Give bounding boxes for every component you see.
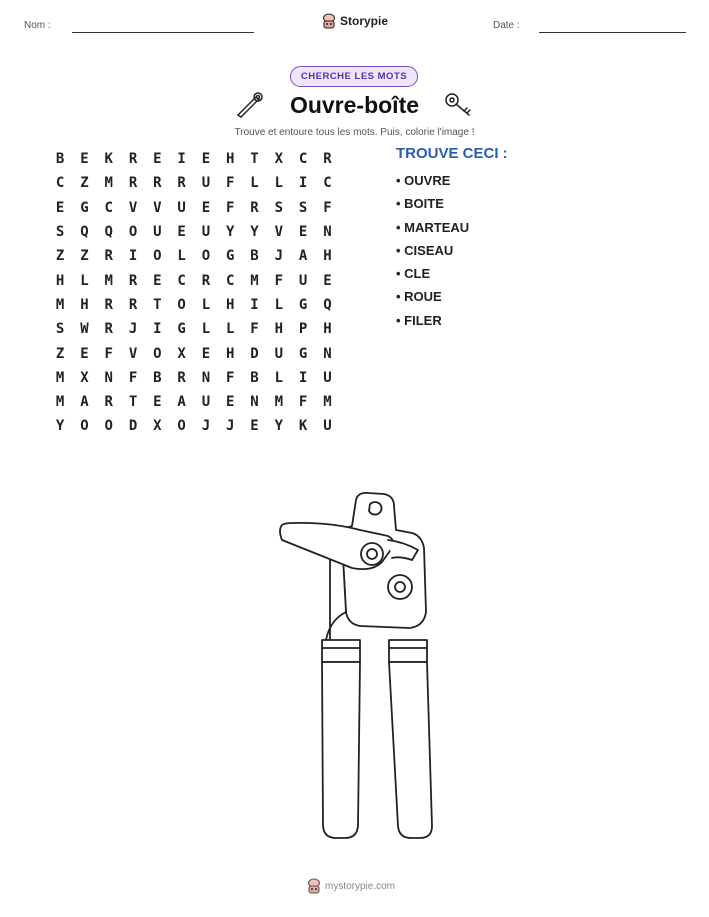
grid-letter: L: [201, 296, 211, 313]
grid-letter: H: [226, 296, 235, 313]
grid-letter: U: [177, 199, 186, 216]
grid-letter: C: [177, 272, 186, 289]
grid-letter: R: [104, 321, 113, 338]
grid-letter: J: [226, 418, 235, 435]
grid-letter: R: [250, 199, 259, 216]
page-title: Ouvre-boîte: [289, 92, 420, 118]
grid-letter: E: [177, 224, 186, 241]
grid-letter: O: [128, 224, 138, 241]
grid-letter: M: [104, 272, 113, 289]
grid-letter: R: [177, 175, 186, 192]
brand-logo: [322, 13, 388, 29]
grid-letter: S: [55, 321, 65, 338]
category-badge: CHERCHE LES MOTS: [290, 66, 418, 87]
grid-letter: D: [128, 418, 138, 435]
grid-letter: J: [274, 248, 284, 265]
grid-letter: J: [201, 418, 211, 435]
grid-letter: L: [80, 272, 89, 289]
grid-letter: K: [104, 151, 113, 168]
grid-letter: R: [153, 175, 162, 192]
grid-letter: I: [298, 175, 308, 192]
grid-letter: Y: [274, 418, 284, 435]
grid-letter: T: [250, 151, 259, 168]
grid-letter: E: [201, 199, 211, 216]
grid-letter: E: [153, 394, 162, 411]
grid-letter: E: [153, 272, 162, 289]
grid-letter: L: [274, 175, 284, 192]
grid-row: [48, 196, 340, 220]
grid-letter: Q: [80, 224, 89, 241]
key-icon: [442, 91, 474, 119]
pie-mascot-icon: [307, 878, 321, 894]
grid-letter: K: [298, 418, 308, 435]
grid-letter: I: [250, 296, 259, 313]
grid-letter: A: [80, 394, 89, 411]
grid-letter: H: [226, 151, 235, 168]
word-list-item: • MARTEAU: [396, 219, 470, 235]
grid-letter: R: [323, 151, 332, 168]
grid-letter: M: [274, 394, 284, 411]
grid-letter: V: [274, 224, 284, 241]
grid-letter: B: [153, 369, 162, 386]
grid-row: [48, 244, 340, 268]
grid-letter: X: [80, 369, 89, 386]
grid-letter: U: [201, 394, 211, 411]
grid-letter: E: [153, 151, 162, 168]
grid-letter: F: [323, 199, 332, 216]
date-label: Date :: [493, 20, 520, 31]
grid-letter: F: [274, 272, 284, 289]
grid-letter: N: [250, 394, 259, 411]
grid-letter: V: [153, 199, 162, 216]
grid-letter: U: [323, 418, 332, 435]
footer: [307, 878, 395, 894]
grid-letter: E: [80, 345, 89, 362]
grid-letter: O: [153, 248, 162, 265]
grid-letter: O: [153, 345, 162, 362]
grid-letter: N: [104, 369, 113, 386]
grid-row: [48, 317, 340, 341]
grid-letter: G: [298, 345, 308, 362]
grid-letter: C: [104, 199, 113, 216]
grid-letter: X: [177, 345, 186, 362]
grid-letter: C: [55, 175, 65, 192]
grid-letter: M: [250, 272, 259, 289]
grid-letter: R: [104, 248, 113, 265]
grid-letter: E: [80, 151, 89, 168]
grid-letter: H: [226, 345, 235, 362]
grid-letter: Q: [323, 296, 332, 313]
grid-letter: L: [250, 175, 259, 192]
grid-letter: I: [153, 321, 162, 338]
grid-letter: F: [226, 369, 235, 386]
grid-letter: V: [128, 345, 138, 362]
footer-url: mystorypie.com: [325, 880, 396, 892]
word-list-item: • OUVRE: [396, 173, 451, 188]
grid-row: [48, 220, 340, 244]
grid-letter: R: [177, 369, 186, 386]
grid-letter: L: [274, 369, 284, 386]
grid-letter: E: [201, 345, 211, 362]
grid-letter: G: [226, 248, 235, 265]
grid-letter: Y: [250, 224, 259, 241]
grid-letter: E: [250, 418, 259, 435]
grid-letter: L: [177, 248, 186, 265]
grid-letter: F: [226, 199, 235, 216]
can-opener-illustration: [272, 492, 437, 847]
grid-letter: B: [250, 248, 259, 265]
grid-letter: T: [153, 296, 162, 313]
instructions: Trouve et entoure tous les mots. Puis, colorie l'image !: [234, 127, 475, 138]
grid-letter: F: [128, 369, 138, 386]
grid-letter: U: [274, 345, 284, 362]
grid-letter: S: [298, 199, 308, 216]
brand-name: Storypie: [340, 14, 389, 28]
grid-letter: F: [104, 345, 113, 362]
grid-letter: Z: [55, 248, 65, 265]
grid-letter: O: [201, 248, 211, 265]
word-list-item: • CISEAU: [396, 242, 454, 258]
grid-row: [48, 293, 340, 317]
date-line: [539, 32, 686, 33]
grid-letter: H: [323, 321, 332, 338]
word-list-item: • FILER: [396, 312, 442, 328]
grid-row: [48, 414, 340, 438]
word-search-grid: [48, 147, 340, 439]
grid-letter: C: [323, 175, 332, 192]
grid-letter: B: [55, 151, 65, 168]
grid-letter: L: [201, 321, 211, 338]
word-list: [396, 171, 469, 334]
grid-letter: F: [226, 175, 235, 192]
grid-letter: U: [201, 224, 211, 241]
grid-letter: R: [201, 272, 211, 289]
grid-row: [48, 268, 340, 292]
grid-letter: B: [250, 369, 259, 386]
grid-letter: X: [153, 418, 162, 435]
grid-row: [48, 341, 340, 365]
grid-letter: M: [55, 369, 65, 386]
grid-letter: J: [128, 321, 138, 338]
grid-letter: H: [323, 248, 332, 265]
grid-letter: U: [323, 369, 332, 386]
name-label: Nom :: [24, 20, 51, 31]
grid-letter: R: [128, 175, 138, 192]
grid-letter: Q: [104, 224, 113, 241]
grid-letter: U: [201, 175, 211, 192]
grid-letter: S: [55, 224, 65, 241]
grid-letter: C: [226, 272, 235, 289]
grid-letter: F: [298, 394, 308, 411]
grid-row: [48, 390, 340, 414]
grid-letter: F: [250, 321, 259, 338]
grid-letter: U: [153, 224, 162, 241]
grid-letter: N: [323, 224, 332, 241]
grid-letter: T: [128, 394, 138, 411]
word-list-item: • CLE: [396, 266, 431, 282]
grid-letter: P: [298, 321, 308, 338]
grid-letter: R: [128, 272, 138, 289]
grid-letter: U: [298, 272, 308, 289]
grid-letter: N: [323, 345, 332, 362]
grid-letter: V: [128, 199, 138, 216]
grid-letter: Z: [55, 345, 65, 362]
grid-row: [48, 147, 340, 171]
grid-letter: O: [177, 296, 186, 313]
grid-letter: O: [177, 418, 186, 435]
grid-letter: O: [80, 418, 89, 435]
grid-letter: G: [177, 321, 186, 338]
grid-letter: E: [55, 199, 65, 216]
grid-letter: L: [226, 321, 235, 338]
grid-letter: I: [298, 369, 308, 386]
grid-letter: R: [128, 296, 138, 313]
grid-letter: R: [128, 151, 138, 168]
grid-letter: Z: [80, 248, 89, 265]
grid-letter: S: [274, 199, 284, 216]
grid-letter: H: [55, 272, 65, 289]
grid-letter: M: [323, 394, 332, 411]
grid-letter: W: [80, 321, 89, 338]
grid-letter: E: [226, 394, 235, 411]
grid-letter: I: [128, 248, 138, 265]
grid-letter: L: [274, 296, 284, 313]
grid-row: [48, 366, 340, 390]
grid-letter: M: [55, 394, 65, 411]
grid-letter: X: [274, 151, 284, 168]
grid-letter: R: [104, 296, 113, 313]
word-list-item: • ROUE: [396, 289, 442, 305]
grid-letter: N: [201, 369, 211, 386]
grid-letter: E: [323, 272, 332, 289]
grid-letter: E: [201, 151, 211, 168]
grid-row: [48, 171, 340, 195]
grid-letter: Y: [226, 224, 235, 241]
grid-letter: I: [177, 151, 186, 168]
grid-letter: Z: [80, 175, 89, 192]
grid-letter: G: [298, 296, 308, 313]
grid-letter: E: [298, 224, 308, 241]
grid-letter: A: [298, 248, 308, 265]
word-list-title: TROUVE CECI :: [396, 145, 508, 162]
name-line: [72, 32, 254, 33]
grid-letter: A: [177, 394, 186, 411]
pie-mascot-icon: [322, 13, 336, 29]
grid-letter: M: [55, 296, 65, 313]
grid-letter: G: [80, 199, 89, 216]
grid-letter: H: [274, 321, 284, 338]
grid-letter: C: [298, 151, 308, 168]
grid-letter: D: [250, 345, 259, 362]
grid-letter: Y: [55, 418, 65, 435]
grid-letter: O: [104, 418, 113, 435]
word-list-item: • BOITE: [396, 196, 444, 212]
grid-letter: H: [80, 296, 89, 313]
grid-letter: M: [104, 175, 113, 192]
grid-letter: R: [104, 394, 113, 411]
